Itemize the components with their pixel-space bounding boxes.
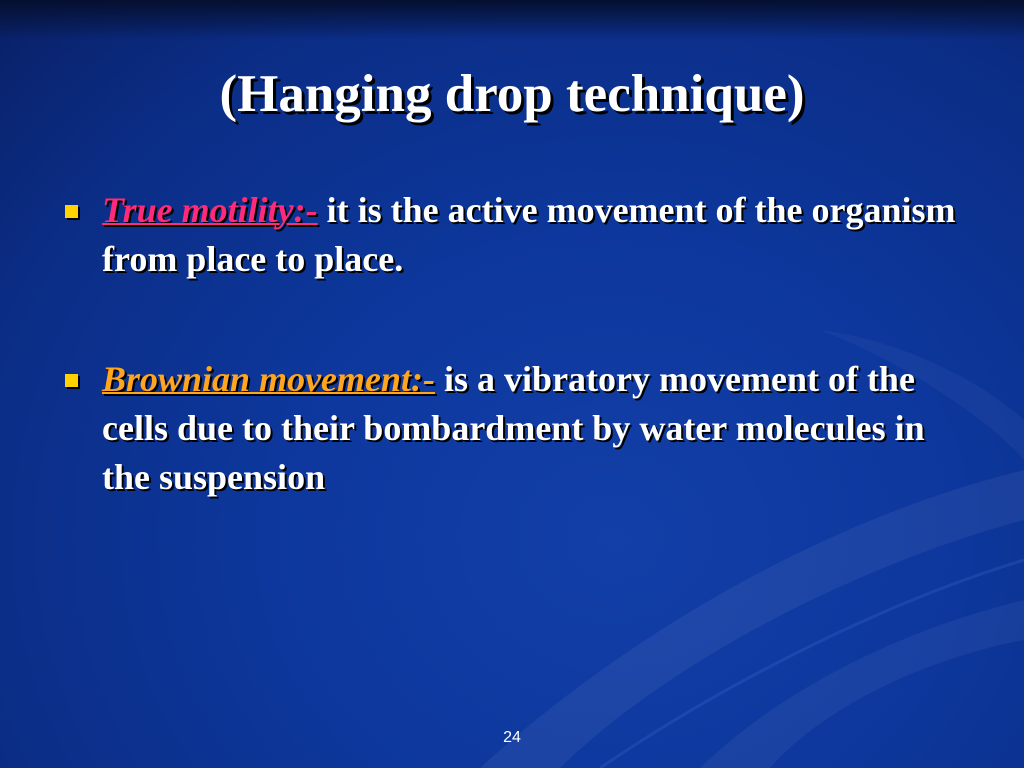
bullet-text: it is the active movement of the organism from place to place.	[102, 190, 956, 279]
term-true-motility: True motility:-	[102, 190, 318, 230]
bullet-list	[62, 186, 962, 502]
bullet-item-brownian-movement	[62, 355, 962, 502]
bullet-text: is a vibratory movement of the cells due to their bombardment by water molecules in the suspension	[102, 359, 925, 497]
square-bullet-icon	[65, 205, 78, 218]
page-number: 24	[503, 729, 521, 746]
square-bullet-icon	[65, 374, 78, 387]
term-brownian-movement: Brownian movement:-	[102, 359, 436, 399]
bullet-item-true-motility	[62, 186, 962, 284]
slide-title: (Hanging drop technique)	[219, 65, 805, 123]
